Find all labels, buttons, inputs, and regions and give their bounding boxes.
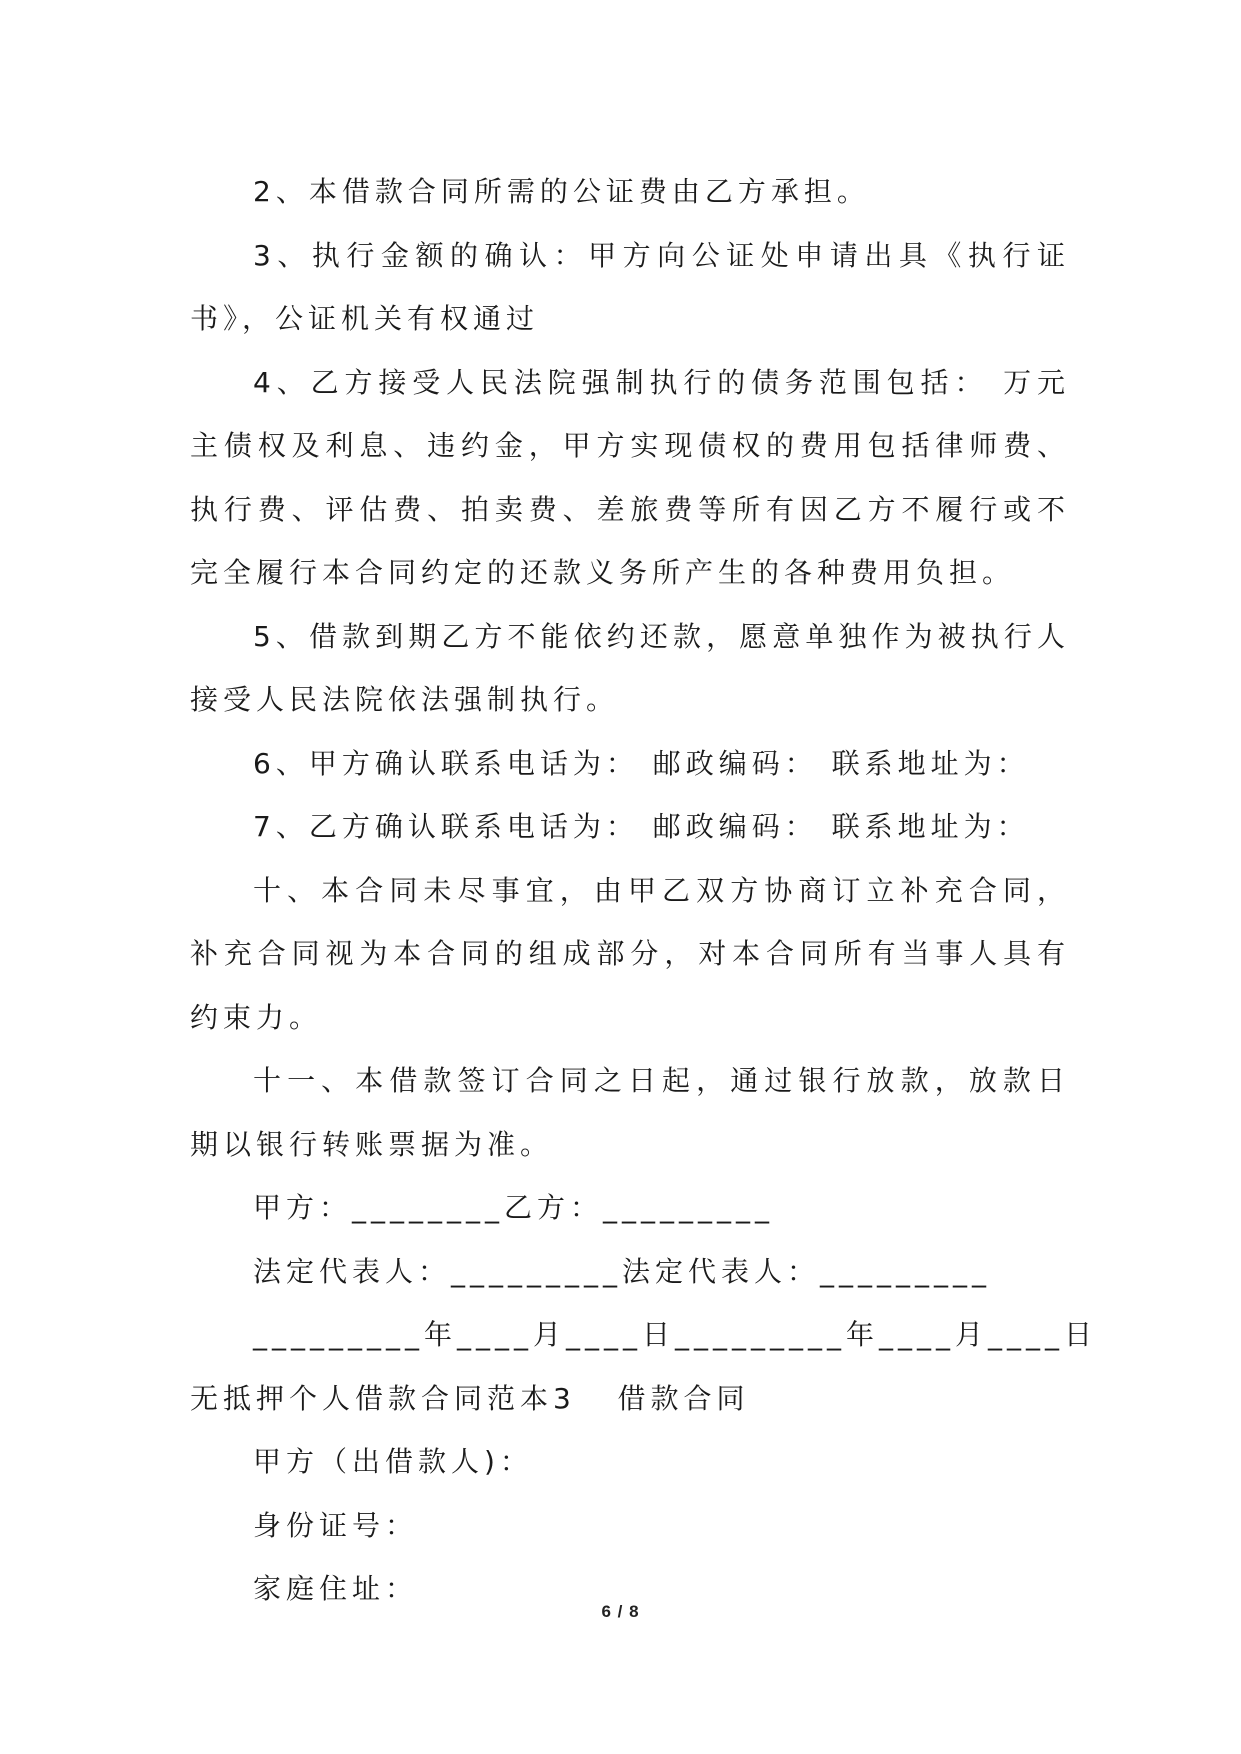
clause-6-paragraph: 6、甲方确认联系电话为： 邮政编码： 联系地址为： [253,746,1030,780]
clause-3-paragraph: 3、执行金额的确认：甲方向公证处申请出具《执行证书》，公证机关有权通过 [190,238,1070,335]
home-address-label: 家庭住址： [253,1572,419,1605]
signature-representatives-line: 法定代表人：_________法定代表人：_________ [253,1254,992,1288]
clause-4-paragraph: 4、乙方接受人民法院强制执行的债务范围包括： 万元主债权及利息、违约金，甲方实现债权的费用包括律师费、执行费、评估费、拍卖费、差旅费等所有因乙方不履行或不完全履行本合同约定的还款义务所产生的各种费用负担。 [190,365,1070,589]
lender-label: 甲方（出借款人)： [253,1445,533,1478]
signature-parties-line: 甲方：________乙方：_________ [253,1191,775,1224]
clause-2-paragraph: 2、本借款合同所需的公证费由乙方承担。 [253,175,870,208]
signature-dates-line: _________年____月____日_________年____月____日 [253,1318,1098,1351]
clause-ten-paragraph: 十、本合同未尽事宜，由甲乙双方协商订立补充合同，补充合同视为本合同的组成部分，对本合同所有当事人具有约束力。 [190,873,1070,1034]
page-number: 6 / 8 [601,1602,640,1621]
clause-5-paragraph: 5、借款到期乙方不能依约还款，愿意单独作为被执行人接受人民法院依法强制执行。 [190,619,1070,716]
template-3-title: 无抵押个人借款合同范本3 借款合同 [190,1381,750,1415]
document-body [190,160,1098,1621]
clause-7-paragraph: 7、乙方确认联系电话为： 邮政编码： 联系地址为： [253,810,1030,843]
clause-eleven-paragraph: 十一、本借款签订合同之日起，通过银行放款，放款日期以银行转账票据为准。 [190,1064,1070,1161]
id-number-label: 身份证号： [253,1508,419,1542]
